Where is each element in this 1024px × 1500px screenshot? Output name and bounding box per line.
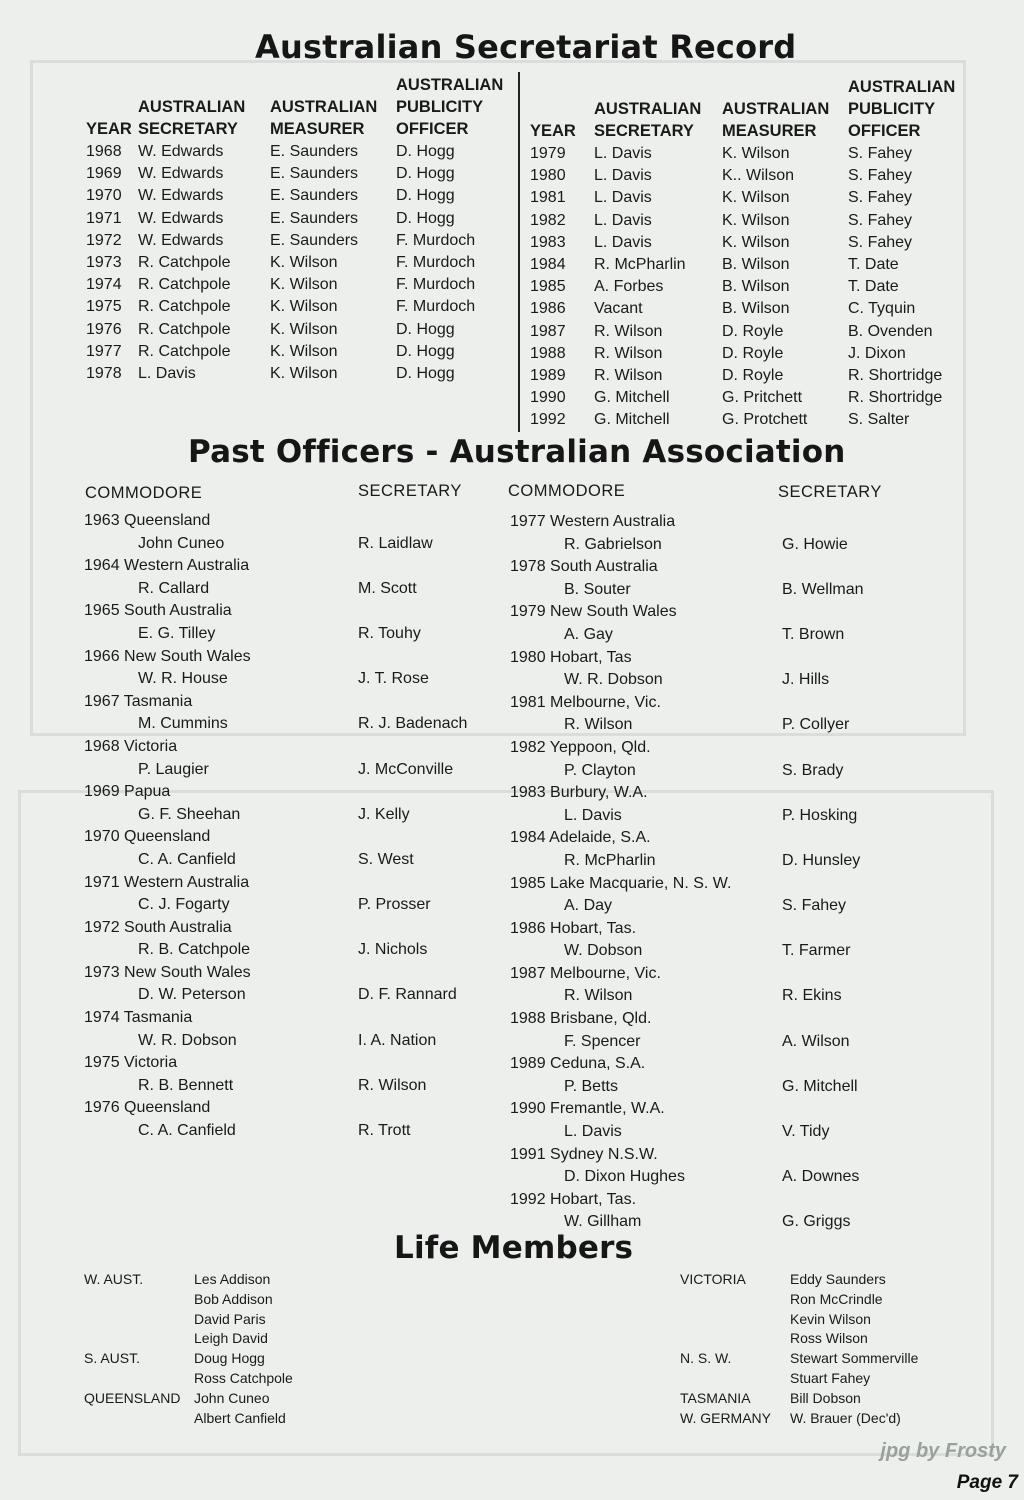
po-secretary: J. T. Rose [358, 670, 429, 688]
sec-left-secretaries [138, 141, 231, 385]
po-commodore: W. R. Dobson [138, 1031, 237, 1049]
life-member-state: QUEENSLAND [84, 1389, 181, 1406]
sec-measurer: K. Wilson [270, 276, 338, 294]
po-event: 1987 Melbourne, Vic. [510, 964, 661, 982]
sec-publicity: D. Hogg [396, 320, 455, 338]
sec-measurer: K. Wilson [722, 233, 790, 251]
po-entry-row [84, 623, 504, 646]
life-member-name: Albert Canfield [194, 1409, 286, 1426]
po-header-commodore-left: COMMODORE [85, 484, 203, 502]
life-member-row [680, 1369, 1000, 1389]
sec-year: 1976 [86, 320, 122, 338]
po-secretary: G. Mitchell [782, 1077, 858, 1095]
sec-publicity: S. Salter [848, 411, 910, 429]
po-event: 1969 Papua [84, 783, 171, 801]
life-member-name: Bob Addison [194, 1290, 273, 1307]
life-member-name: Leigh David [194, 1330, 268, 1347]
sec-secretary: L. Davis [594, 145, 652, 162]
sec-publicity: R. Shortridge [848, 389, 943, 407]
sec-measurer: K. Wilson [722, 145, 790, 162]
po-entry-row [510, 805, 990, 828]
sec-year: 1973 [86, 253, 122, 271]
sec-secretary: W. Edwards [138, 143, 224, 160]
page-number: Page 7 [956, 1472, 1018, 1493]
sec-measurer: K. Wilson [722, 189, 790, 207]
sec-year: 1974 [86, 276, 122, 294]
po-commodore: R. B. Catchpole [138, 941, 251, 959]
sec-publicity: D. Hogg [396, 342, 455, 360]
po-commodore: R. B. Bennett [138, 1076, 234, 1094]
po-event: 1982 Yeppoon, Qld. [510, 738, 651, 756]
po-secretary: S. Brady [782, 761, 844, 779]
po-commodore: R. Wilson [564, 987, 633, 1005]
past-officers-title: Past Officers - Australian Association [188, 434, 846, 470]
sec-left-publicity [396, 141, 475, 385]
po-secretary: S. West [358, 850, 414, 868]
po-entry-row [510, 579, 990, 602]
sec-measurer: K. Wilson [270, 364, 338, 382]
po-commodore: A. Day [564, 897, 613, 915]
sec-measurer: K.. Wilson [722, 167, 795, 185]
sec-publicity: F. Murdoch [396, 276, 476, 294]
life-member-row [680, 1310, 1000, 1330]
sec-measurer: K. Wilson [270, 320, 338, 338]
po-event: 1965 South Australia [84, 602, 232, 620]
life-member-row [84, 1329, 504, 1349]
po-entry-row [510, 940, 990, 963]
sec-year: 1977 [86, 342, 122, 360]
life-member-name: Bill Dobson [790, 1389, 861, 1406]
sec-secretary: R. Catchpole [138, 276, 231, 294]
life-member-name: W. Brauer (Dec'd) [790, 1409, 901, 1426]
sec-secretary: R. Catchpole [138, 253, 231, 271]
sec-secretary: R. Catchpole [138, 342, 231, 360]
po-commodore: C. A. Canfield [138, 1122, 236, 1140]
po-commodore: P. Clayton [564, 761, 636, 779]
po-commodore: C. A. Canfield [138, 850, 236, 868]
sec-year: 1979 [530, 145, 566, 162]
sec-measurer: B. Wilson [722, 278, 790, 296]
sec-secretary: G. Mitchell [594, 389, 670, 407]
sec-year: 1992 [530, 411, 566, 429]
sec-left-measurers [270, 141, 358, 385]
po-entry-row [510, 624, 990, 647]
life-member-row [84, 1389, 504, 1409]
sec-publicity: F. Murdoch [396, 298, 476, 316]
sec-secretary: G. Mitchell [594, 411, 670, 429]
po-commodore: G. F. Sheehan [138, 805, 241, 823]
sec-year: 1978 [86, 364, 122, 382]
po-entry-row [510, 669, 990, 692]
life-member-name: Stewart Sommerville [790, 1350, 919, 1367]
po-commodore: D. Dixon Hughes [564, 1168, 685, 1186]
sec-publicity: S. Fahey [848, 167, 913, 185]
po-header-secretary-right: SECRETARY [778, 483, 882, 501]
po-secretary: R. Trott [358, 1122, 411, 1140]
sec-measurer: G. Pritchett [722, 389, 803, 407]
po-event: 1966 New South Wales [84, 647, 251, 665]
sec-measurer: E. Saunders [270, 187, 359, 205]
po-commodore: D. W. Peterson [138, 986, 246, 1004]
po-event: 1983 Burbury, W.A. [510, 784, 648, 802]
sec-measurer: E. Saunders [270, 165, 359, 183]
sec-secretary: R. Wilson [594, 322, 663, 340]
sec-measurer: K. Wilson [270, 298, 338, 316]
po-secretary: D. F. Rannard [358, 986, 457, 1004]
po-event: 1988 Brisbane, Qld. [510, 1010, 652, 1028]
life-member-name: Les Addison [194, 1271, 271, 1287]
sec-publicity: S. Fahey [848, 233, 913, 251]
po-secretary: P. Prosser [358, 896, 431, 914]
po-secretary: J. McConville [358, 760, 454, 778]
po-entry-row [84, 1120, 504, 1143]
po-secretary: R. Wilson [358, 1076, 427, 1094]
po-event: 1971 Western Australia [84, 873, 250, 891]
sec-header-measurer-left: AUSTRALIAN MEASURER [270, 98, 378, 138]
sec-year: 1971 [86, 209, 122, 227]
sec-year: 1981 [530, 189, 566, 207]
po-commodore: R. Gabrielson [564, 535, 662, 553]
po-secretary: P. Hosking [782, 806, 858, 824]
sec-year: 1969 [86, 165, 122, 183]
po-entry-row [84, 984, 504, 1007]
life-members-left [84, 1270, 504, 1428]
po-event: 1990 Fremantle, W.A. [510, 1100, 665, 1118]
life-member-state: TASMANIA [680, 1389, 751, 1406]
sec-secretary: L. Davis [138, 364, 196, 382]
sec-measurer: G. Protchett [722, 411, 808, 429]
life-member-state: S. AUST. [84, 1350, 141, 1367]
life-members-title: Life Members [394, 1230, 634, 1266]
life-member-name: Eddy Saunders [790, 1271, 886, 1287]
po-secretary: A. Downes [782, 1168, 860, 1186]
sec-header-year-left: YEAR [86, 120, 132, 138]
sec-publicity: F. Murdoch [396, 253, 476, 271]
life-member-state: W. AUST. [84, 1271, 144, 1287]
sec-year: 1990 [530, 389, 566, 407]
life-member-name: Ross Catchpole [194, 1369, 293, 1386]
po-event: 1986 Hobart, Tas. [510, 919, 637, 937]
sec-publicity: S. Fahey [848, 145, 913, 162]
sec-secretary: R. Catchpole [138, 298, 231, 316]
po-entry-row [510, 985, 990, 1008]
life-member-row [84, 1349, 504, 1369]
sec-measurer: E. Saunders [270, 209, 359, 227]
po-secretary: J. Nichols [358, 941, 428, 959]
sec-year: 1987 [530, 322, 566, 340]
sec-publicity: D. Hogg [396, 187, 455, 205]
sec-measurer: E. Saunders [270, 143, 359, 160]
sec-publicity: J. Dixon [848, 344, 906, 362]
life-member-name: David Paris [194, 1310, 266, 1327]
sec-year: 1988 [530, 344, 566, 362]
life-member-row [680, 1290, 1000, 1310]
po-entry-row [84, 668, 504, 691]
po-commodore: W. R. House [138, 670, 228, 688]
sec-right-years [530, 143, 566, 431]
po-event: 1981 Melbourne, Vic. [510, 693, 661, 711]
po-commodore: C. J. Fogarty [138, 896, 230, 914]
life-member-name: Ron McCrindle [790, 1290, 883, 1307]
sec-secretary: R. McPharlin [594, 255, 686, 273]
po-event: 1976 Queensland [84, 1099, 211, 1117]
po-secretary: D. Hunsley [782, 851, 861, 869]
sec-measurer: K. Wilson [270, 342, 338, 360]
sec-header-secretary-right: AUSTRALIAN SECRETARY [594, 100, 702, 140]
life-member-row [680, 1329, 1000, 1349]
po-commodore: R. Wilson [564, 716, 633, 734]
life-member-state: W. GERMANY [680, 1409, 772, 1426]
po-entry-row [510, 534, 990, 557]
po-entry-row [510, 850, 990, 873]
po-commodore: John Cuneo [138, 534, 225, 552]
po-entry-row [84, 804, 504, 827]
past-officers-right-list [510, 511, 990, 1234]
sec-publicity: D. Hogg [396, 364, 455, 382]
sec-header-secretary-left: AUSTRALIAN SECRETARY [138, 98, 246, 138]
po-entry-row [510, 714, 990, 737]
po-entry-row [84, 939, 504, 962]
po-entry-row [84, 1075, 504, 1098]
sec-publicity: D. Hogg [396, 209, 455, 227]
po-event: 1992 Hobart, Tas. [510, 1190, 637, 1208]
po-event: 1989 Ceduna, S.A. [510, 1055, 646, 1073]
po-entry-row [84, 759, 504, 782]
po-event: 1970 Queensland [84, 828, 211, 846]
po-secretary: S. Fahey [782, 897, 847, 915]
life-member-row [680, 1270, 1000, 1290]
sec-measurer: E. Saunders [270, 231, 359, 249]
sec-header-year-right: YEAR [530, 122, 576, 140]
po-commodore: W. R. Dobson [564, 671, 663, 689]
po-entry-row [510, 1121, 990, 1144]
sec-secretary: L. Davis [594, 189, 652, 207]
po-secretary: R. Laidlaw [358, 534, 433, 552]
po-secretary: T. Brown [782, 625, 845, 643]
po-event: 1984 Adelaide, S.A. [510, 829, 651, 847]
sec-secretary: R. Wilson [594, 366, 663, 384]
po-secretary: R. Touhy [358, 624, 421, 642]
po-commodore: R. McPharlin [564, 851, 656, 869]
po-commodore: M. Cummins [138, 715, 228, 733]
po-entry-row [510, 760, 990, 783]
sec-year: 1984 [530, 255, 566, 273]
po-secretary: M. Scott [358, 579, 417, 597]
po-entry-row [510, 895, 990, 918]
sec-measurer: D. Royle [722, 366, 784, 384]
sec-publicity: D. Hogg [396, 143, 455, 160]
po-secretary: R. Ekins [782, 987, 842, 1005]
po-commodore: L. Davis [564, 806, 622, 824]
sec-publicity: R. Shortridge [848, 366, 943, 384]
sec-year: 1975 [86, 298, 122, 316]
po-commodore: F. Spencer [564, 1032, 641, 1050]
sec-year: 1986 [530, 300, 566, 318]
life-member-name: Doug Hogg [194, 1350, 265, 1367]
sec-secretary: Vacant [594, 300, 643, 318]
po-secretary: R. J. Badenach [358, 715, 468, 733]
po-secretary: G. Howie [782, 535, 848, 553]
po-entry-row [510, 1076, 990, 1099]
po-commodore: B. Souter [564, 580, 631, 598]
po-event: 1991 Sydney N.S.W. [510, 1145, 658, 1163]
life-member-row [84, 1310, 504, 1330]
life-member-name: Ross Wilson [790, 1330, 868, 1347]
po-event: 1975 Victoria [84, 1054, 178, 1072]
sec-header-publicity-left: AUSTRALIAN PUBLICITY OFFICER [396, 76, 504, 138]
sec-secretary: W. Edwards [138, 209, 224, 227]
po-commodore: E. G. Tilley [138, 624, 216, 642]
sec-publicity: D. Hogg [396, 165, 455, 183]
po-commodore: R. Callard [138, 579, 210, 597]
sec-right-secretaries [594, 143, 686, 431]
life-member-name: John Cuneo [194, 1389, 270, 1406]
sec-secretary: W. Edwards [138, 187, 224, 205]
sec-publicity: S. Fahey [848, 189, 913, 207]
credit-watermark: jpg by Frosty [880, 1440, 1006, 1462]
sec-year: 1989 [530, 366, 566, 384]
po-event: 1973 New South Wales [84, 963, 251, 981]
sec-publicity: B. Ovenden [848, 322, 933, 340]
po-commodore: L. Davis [564, 1123, 622, 1141]
po-commodore: P. Laugier [138, 760, 209, 778]
life-member-row [680, 1409, 1000, 1429]
sec-secretary: L. Davis [594, 211, 652, 229]
po-secretary: B. Wellman [782, 580, 864, 598]
sec-year: 1968 [86, 143, 122, 160]
po-entry-row [84, 1030, 504, 1053]
sec-year: 1982 [530, 211, 566, 229]
po-event: 1977 Western Australia [510, 513, 676, 530]
life-member-state: VICTORIA [680, 1271, 746, 1287]
po-event: 1967 Tasmania [84, 692, 193, 710]
life-member-row [84, 1409, 504, 1429]
po-secretary: I. A. Nation [358, 1031, 437, 1049]
column-divider [518, 72, 520, 432]
life-member-name: Kevin Wilson [790, 1310, 871, 1327]
sec-year: 1985 [530, 278, 566, 296]
sec-secretary: L. Davis [594, 167, 652, 185]
po-entry-row [84, 713, 504, 736]
po-secretary: A. Wilson [782, 1032, 850, 1050]
life-member-state: N. S. W. [680, 1350, 732, 1367]
po-event: 1968 Victoria [84, 737, 178, 755]
po-entry-row [510, 1166, 990, 1189]
sec-measurer: D. Royle [722, 322, 784, 340]
secretariat-title: Australian Secretariat Record [255, 28, 797, 66]
sec-publicity: S. Fahey [848, 211, 913, 229]
sec-header-publicity-right: AUSTRALIAN PUBLICITY OFFICER [848, 78, 956, 140]
po-event: 1985 Lake Macquarie, N. S. W. [510, 874, 732, 892]
sec-secretary: L. Davis [594, 233, 652, 251]
po-secretary: J. Hills [782, 671, 830, 689]
po-secretary: T. Farmer [782, 942, 851, 960]
life-member-row [84, 1369, 504, 1389]
sec-publicity: T. Date [848, 255, 899, 273]
sec-right-measurers [722, 143, 807, 431]
po-header-commodore-right: COMMODORE [508, 482, 626, 500]
po-event: 1963 Queensland [84, 512, 211, 529]
life-member-row [680, 1389, 1000, 1409]
po-commodore: P. Betts [564, 1077, 618, 1095]
life-member-row [84, 1290, 504, 1310]
life-member-row [84, 1270, 504, 1290]
sec-year: 1980 [530, 167, 566, 185]
po-event: 1980 Hobart, Tas [510, 648, 632, 666]
po-entry-row [84, 894, 504, 917]
po-commodore: W. Dobson [564, 942, 643, 960]
po-header-secretary-left: SECRETARY [358, 482, 462, 500]
po-commodore: W. Gillham [564, 1213, 642, 1231]
sec-secretary: R. Catchpole [138, 320, 231, 338]
sec-measurer: B. Wilson [722, 255, 790, 273]
sec-left-years [86, 141, 122, 385]
sec-measurer: B. Wilson [722, 300, 790, 318]
sec-secretary: W. Edwards [138, 231, 224, 249]
po-event: 1979 New South Wales [510, 603, 677, 621]
sec-secretary: W. Edwards [138, 165, 224, 183]
sec-secretary: A. Forbes [594, 278, 664, 296]
po-secretary: J. Kelly [358, 805, 410, 823]
po-entry-row [84, 849, 504, 872]
sec-secretary: R. Wilson [594, 344, 663, 362]
sec-measurer: K. Wilson [270, 253, 338, 271]
sec-publicity: F. Murdoch [396, 231, 476, 249]
sec-year: 1983 [530, 233, 566, 251]
sec-publicity: C. Tyquin [848, 300, 916, 318]
sec-header-measurer-right: AUSTRALIAN MEASURER [722, 100, 830, 140]
sec-measurer: D. Royle [722, 344, 784, 362]
po-entry-row [510, 1031, 990, 1054]
po-event: 1964 Western Australia [84, 557, 250, 575]
po-event: 1978 South Australia [510, 558, 658, 576]
life-members-right [680, 1270, 1000, 1428]
po-secretary: G. Griggs [782, 1213, 851, 1231]
po-entry-row [84, 533, 504, 556]
sec-year: 1972 [86, 231, 122, 249]
sec-year: 1970 [86, 187, 122, 205]
po-secretary: P. Collyer [782, 716, 850, 734]
life-member-row [680, 1349, 1000, 1369]
sec-measurer: K. Wilson [722, 211, 790, 229]
life-member-name: Stuart Fahey [790, 1369, 871, 1386]
sec-right-publicity [848, 143, 942, 431]
po-event: 1974 Tasmania [84, 1009, 193, 1027]
po-event: 1972 South Australia [84, 918, 232, 936]
po-entry-row [84, 578, 504, 601]
po-secretary: V. Tidy [782, 1123, 830, 1141]
past-officers-left-list [84, 510, 504, 1143]
po-commodore: A. Gay [564, 625, 613, 643]
sec-publicity: T. Date [848, 278, 899, 296]
